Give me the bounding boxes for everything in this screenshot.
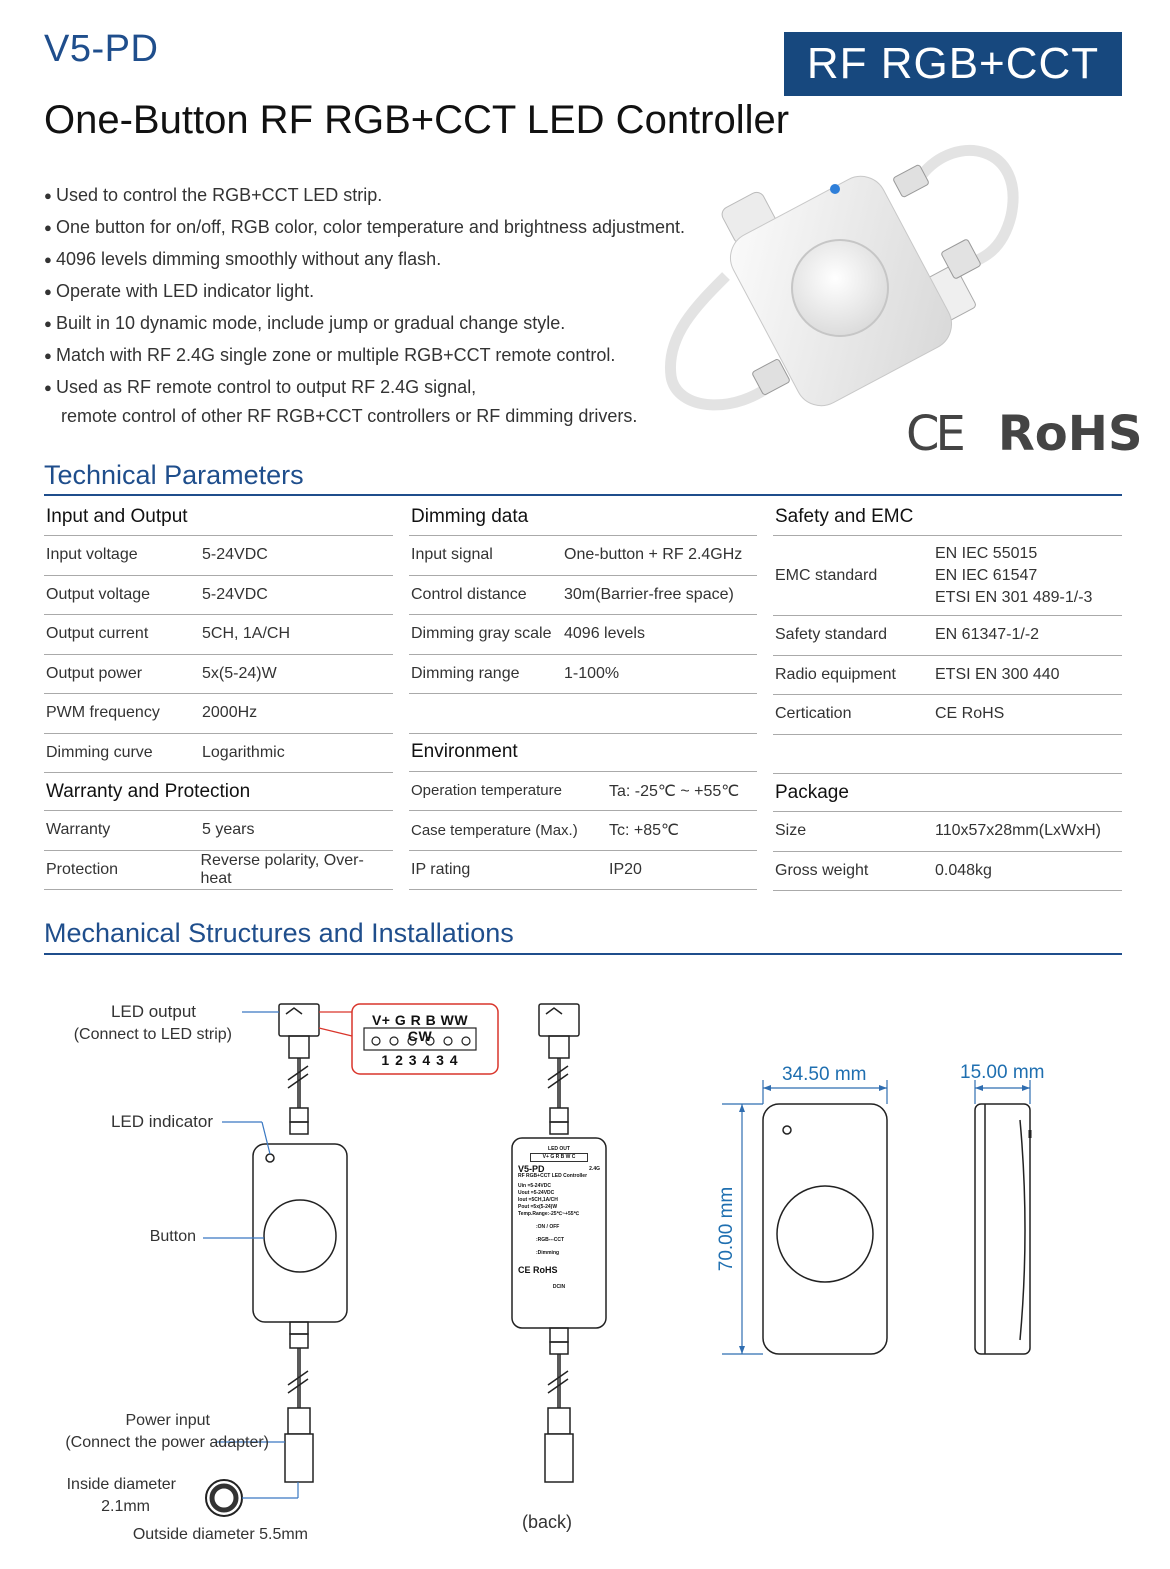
table-row: Operation temperature Ta: -25℃ ~ +55℃ — [409, 772, 757, 812]
table-row: IP rating IP20 — [409, 851, 757, 891]
table-row-empty — [409, 694, 757, 734]
pinout-names: V+ G R B WW CW — [371, 1012, 469, 1044]
bullet-icon: ● — [44, 380, 52, 395]
section-divider — [44, 494, 1122, 496]
product-category-badge: RF RGB+CCT — [784, 32, 1122, 96]
table-row: Size 110x57x28mm(LxWxH) — [773, 812, 1122, 852]
table-row: Dimming curve Logarithmic — [44, 734, 393, 774]
bullet-icon: ● — [44, 348, 52, 363]
inside-diameter-label: Inside diameter — [66, 1476, 176, 1493]
table-row: Output power 5x(5-24)W — [44, 655, 393, 695]
feature-item: ● Built in 10 dynamic mode, include jump or gradual change style. — [44, 308, 685, 340]
feature-list — [44, 180, 685, 433]
table-heading: Warranty and Protection — [44, 773, 393, 811]
table-row: Input signal One-button + RF 2.4GHz — [409, 536, 757, 576]
table-heading: Dimming data — [409, 498, 757, 536]
table-row: Protection Reverse polarity, Over-heat — [44, 851, 393, 891]
led-output-label: LED output — [110, 1002, 196, 1021]
back-label-panel: LED OUT V+ G R B W C V5-PD 2.4G RF RGB+CCT LED Controller Uin =5-24VDC Uout =5-24VDC Iout =5CH,1A/CH Pout =5x(5-24)W Temp.Range:-25℃~+55℃ :ON / OFF :RGB---CCT :Dimming CE RoHS DCIN — [518, 1146, 600, 1290]
table-row: Case temperature (Max.) Tc: +85℃ — [409, 811, 757, 851]
bullet-icon: ● — [44, 316, 52, 331]
table-row: Radio equipment ETSI EN 300 440 — [773, 656, 1122, 696]
table-row-empty — [773, 735, 1122, 775]
power-input-note: (Connect the power adapter) — [65, 1434, 269, 1451]
table-row: Dimming range 1-100% — [409, 655, 757, 695]
table-row: Output voltage 5-24VDC — [44, 576, 393, 616]
table-row: Warranty 5 years — [44, 811, 393, 851]
table-heading: Input and Output — [44, 498, 393, 536]
rohs-mark: RoHS — [997, 406, 1143, 462]
certification-marks — [906, 402, 1143, 466]
led-output-note: (Connect to LED strip) — [73, 1026, 232, 1043]
feature-item: ● Used to control the RGB+CCT LED strip. — [44, 180, 685, 212]
feature-item: ● 4096 levels dimming smoothly without any flash. — [44, 244, 685, 276]
outside-diameter-label: Outside diameter 5.5mm — [132, 1526, 308, 1543]
width-dimension: 34.50 mm — [782, 1064, 867, 1085]
table-row: Gross weight 0.048kg — [773, 852, 1122, 892]
button-label: Button — [149, 1228, 196, 1245]
page-title: One-Button RF RGB+CCT LED Controller — [44, 98, 790, 142]
feature-item: ● Match with RF 2.4G single zone or multiple RGB+CCT remote control. — [44, 340, 685, 372]
bullet-icon: ● — [44, 220, 52, 235]
dimming-data-table — [409, 498, 757, 890]
bullet-icon: ● — [44, 284, 52, 299]
led-indicator-label: LED indicator — [110, 1112, 213, 1131]
table-row: Input voltage 5-24VDC — [44, 536, 393, 576]
table-row: EMC standard EN IEC 55015 EN IEC 61547 ETSI EN 301 489-1/-3 — [773, 536, 1122, 616]
table-row: Certication CE RoHS — [773, 695, 1122, 735]
model-name: V5-PD — [44, 28, 159, 70]
bullet-icon: ● — [44, 188, 52, 203]
table-row: Output current 5CH, 1A/CH — [44, 615, 393, 655]
depth-dimension: 15.00 mm — [960, 1062, 1045, 1083]
bullet-icon: ● — [44, 252, 52, 267]
safety-emc-table — [773, 498, 1122, 891]
table-row: Control distance 30m(Barrier-free space) — [409, 576, 757, 616]
ce-mark: CE — [906, 406, 962, 462]
table-row: Dimming gray scale 4096 levels — [409, 615, 757, 655]
section-divider — [44, 953, 1122, 955]
table-heading: Package — [773, 774, 1122, 812]
product-photo — [656, 136, 1036, 446]
input-output-table — [44, 498, 393, 890]
inside-diameter-value: 2.1mm — [101, 1498, 150, 1515]
technical-parameters-title: Technical Parameters — [44, 460, 304, 490]
table-row: Safety standard EN 61347-1/-2 — [773, 616, 1122, 656]
pinout-numbers: 1 2 3 4 3 4 — [381, 1052, 459, 1068]
mechanical-title: Mechanical Structures and Installations — [44, 918, 514, 948]
table-heading: Environment — [409, 734, 757, 772]
feature-item-continuation: remote control of other RF RGB+CCT controllers or RF dimming drivers. — [61, 406, 638, 426]
table-heading: Safety and EMC — [773, 498, 1122, 536]
feature-item: ● One button for on/off, RGB color, color temperature and brightness adjustment. — [44, 212, 685, 244]
height-dimension: 70.00 mm — [716, 1186, 737, 1272]
back-view-label: (back) — [521, 1512, 572, 1532]
table-row: PWM frequency 2000Hz — [44, 694, 393, 734]
power-input-label: Power input — [125, 1412, 210, 1429]
feature-item: ● Operate with LED indicator light. — [44, 276, 685, 308]
mechanical-drawing — [0, 960, 1170, 1569]
feature-item: ● Used as RF remote control to output RF 2.4G signal, — [44, 372, 685, 404]
